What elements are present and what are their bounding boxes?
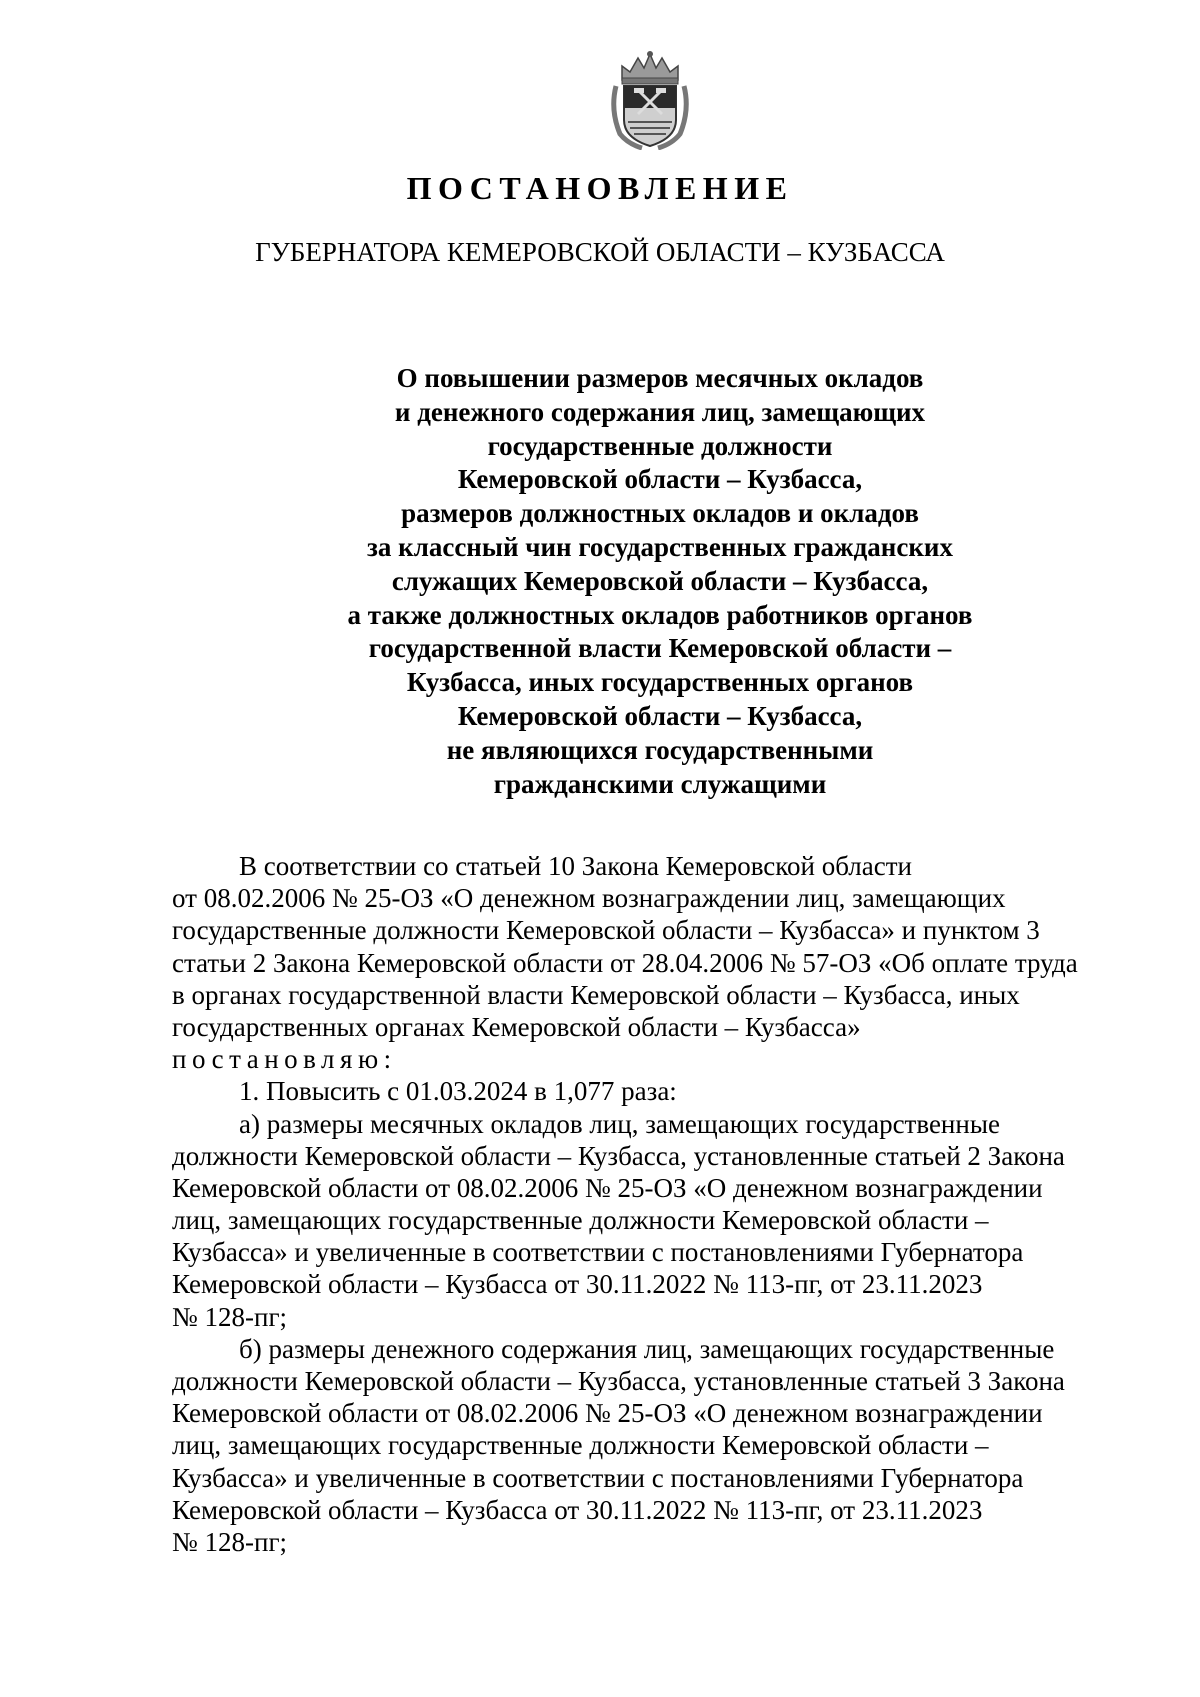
document-issuer: ГУБЕРНАТОРА КЕМЕРОВСКОЙ ОБЛАСТИ – КУЗБАССА	[255, 237, 945, 267]
body-line: государственных органах Кемеровской области – Кузбасса»	[172, 1011, 861, 1042]
title-line: а также должностных окладов работников органов	[347, 599, 973, 630]
title-line: и денежного содержания лиц, замещающих	[394, 396, 926, 427]
body-line: № 128-пг;	[172, 1526, 288, 1557]
body-line: должности Кемеровской области – Кузбасса, установленные статьей 3 Закона	[172, 1366, 1065, 1396]
body-line: Кузбасса» и увеличенные в соответствии с постановлениями Губернатора	[172, 1237, 1024, 1268]
title-line: Кемеровской области – Кузбасса,	[457, 700, 863, 731]
title-line: служащих Кемеровской области – Кузбасса,	[391, 565, 929, 596]
body-line: в органах государственной власти Кемеровской области – Кузбасса, иных	[172, 979, 1020, 1010]
body-line: Кемеровской области от 08.02.2006 № 25-ОЗ «О денежном вознаграждении	[172, 1172, 1043, 1203]
document-type: ПОСТАНОВЛЕНИЕ	[406, 170, 794, 206]
title-line: размеров должностных окладов и окладов	[401, 498, 919, 529]
body-line: Кузбасса» и увеличенные в соответствии с постановлениями Губернатора	[172, 1462, 1024, 1493]
title-line: Кузбасса, иных государственных органов	[406, 667, 914, 698]
title-line: государственной власти Кемеровской области –	[368, 633, 952, 664]
title-line: государственные должности	[487, 430, 833, 461]
body-line: Кемеровской области от 08.02.2006 № 25-ОЗ «О денежном вознаграждении	[172, 1398, 1043, 1429]
body-line: статьи 2 Закона Кемеровской области от 28.04.2006 № 57-ОЗ «Об оплате труда	[172, 947, 1078, 978]
document-body	[172, 850, 1147, 1558]
body-line-clause-b: б) размеры денежного содержания лиц, замещающих государственные	[239, 1333, 1055, 1364]
body-line: лиц, замещающих государственные должности Кемеровской области –	[172, 1430, 989, 1461]
title-line: Кемеровской области – Кузбасса,	[457, 464, 863, 495]
body-line: Кемеровской области – Кузбасса от 30.11.2022 № 113-пг, от 23.11.2023	[172, 1494, 983, 1525]
body-line-clause-1: 1. Повысить с 01.03.2024 в 1,077 раза:	[239, 1076, 677, 1107]
body-line: должности Кемеровской области – Кузбасса, установленные статьей 2 Закона	[172, 1140, 1065, 1171]
title-line: О повышении размеров месячных окладов	[396, 363, 924, 393]
body-line: государственные должности Кемеровской области – Кузбасса» и пунктом 3	[172, 915, 1040, 946]
title-line: за классный чин государственных гражданских	[367, 531, 953, 562]
body-line: № 128-пг;	[172, 1301, 288, 1332]
coat-of-arms-icon	[608, 50, 692, 150]
title-line: не являющихся государственными	[446, 734, 874, 765]
document-title	[280, 362, 1040, 801]
body-line: от 08.02.2006 № 25-ОЗ «О денежном вознаграждении лиц, замещающих	[172, 883, 1006, 914]
body-line: Кемеровской области – Кузбасса от 30.11.2022 № 113-пг, от 23.11.2023	[172, 1269, 983, 1300]
title-line: гражданскими служащими	[493, 768, 827, 799]
body-line: В соответствии со статьей 10 Закона Кемеровской области	[239, 851, 912, 881]
body-line-decree: постановляю:	[172, 1044, 397, 1075]
body-line: лиц, замещающих государственные должности Кемеровской области –	[172, 1205, 989, 1236]
body-line-clause-a: а) размеры месячных окладов лиц, замещающих государственные	[239, 1108, 1000, 1139]
